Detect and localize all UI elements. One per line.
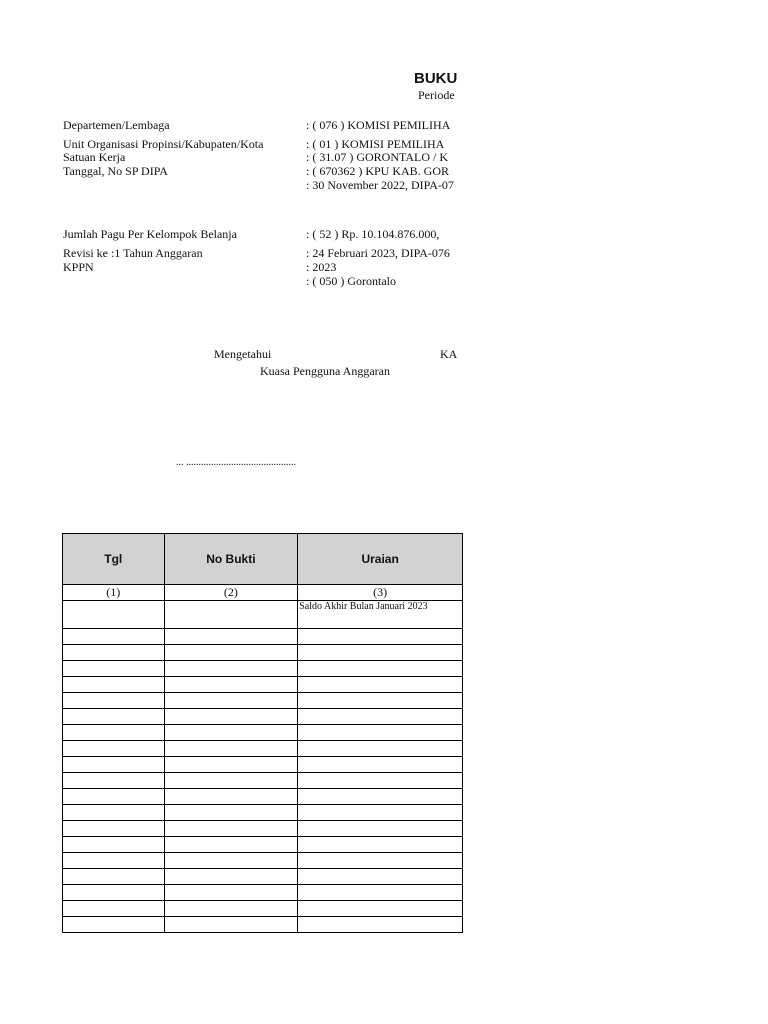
- table-cell: [63, 629, 165, 645]
- table-cell: [164, 885, 298, 901]
- table-cell: [63, 789, 165, 805]
- table-cell: [63, 601, 165, 629]
- table-row: [63, 805, 463, 821]
- table-row: [63, 901, 463, 917]
- header-tgl: Tgl: [63, 534, 165, 585]
- label-unit-organisasi: Unit Organisasi Propinsi/Kabupaten/Kota: [63, 137, 264, 151]
- table-cell: [63, 869, 165, 885]
- table-cell: [63, 661, 165, 677]
- table-cell: [298, 821, 463, 837]
- table-cell: [298, 853, 463, 869]
- label-jumlah-pagu: Jumlah Pagu Per Kelompok Belanja: [63, 227, 237, 241]
- table-cell: [298, 677, 463, 693]
- value-unit-organisasi: : ( 01 ) KOMISI PEMILIHA: [306, 137, 445, 151]
- table-cell: [63, 853, 165, 869]
- table-cell: [63, 773, 165, 789]
- signature-dots: ... ............................................: [176, 457, 296, 468]
- table-row: [63, 789, 463, 805]
- table-cell: [298, 757, 463, 773]
- table-cell: [298, 901, 463, 917]
- label-kppn: KPPN: [63, 260, 94, 274]
- signature-right-label: KA: [440, 347, 458, 361]
- table-cell: [164, 789, 298, 805]
- header-uraian: Uraian: [298, 534, 463, 585]
- table-cell: [63, 757, 165, 773]
- table-cell: [164, 693, 298, 709]
- table-cell: [164, 645, 298, 661]
- table-cell: [298, 741, 463, 757]
- table-header-row: [63, 534, 463, 585]
- column-number: (2): [164, 585, 298, 601]
- table-cell: [298, 917, 463, 933]
- value-dipa-date: : 30 November 2022, DIPA-07: [306, 178, 454, 192]
- value-jumlah-pagu: : ( 52 ) Rp. 10.104.876.000,: [306, 227, 440, 241]
- table-row: [63, 773, 463, 789]
- column-number: (3): [298, 585, 463, 601]
- table-cell: [164, 917, 298, 933]
- table-cell: [164, 601, 298, 629]
- table-cell: [164, 725, 298, 741]
- table-cell: [298, 645, 463, 661]
- kuasa-pengguna-label: Kuasa Pengguna Anggaran: [260, 364, 390, 378]
- table-cell: [63, 693, 165, 709]
- table-row: [63, 869, 463, 885]
- table-cell: [298, 805, 463, 821]
- table-cell: [63, 677, 165, 693]
- value-sp-dipa: : ( 670362 ) KPU KAB. GOR: [306, 164, 450, 178]
- table-cell: [63, 805, 165, 821]
- table-row: [63, 661, 463, 677]
- table-row: [63, 693, 463, 709]
- label-revisi: Revisi ke :1 Tahun Anggaran: [63, 246, 203, 260]
- table-cell: [164, 805, 298, 821]
- table-cell: [164, 869, 298, 885]
- table-cell: [63, 725, 165, 741]
- table-row: [63, 709, 463, 725]
- column-number-row: [63, 585, 463, 601]
- table-row: [63, 885, 463, 901]
- column-number: (1): [63, 585, 165, 601]
- table-cell: [63, 885, 165, 901]
- document-title: BUKU: [414, 70, 458, 87]
- periode-label: Periode: [418, 88, 455, 102]
- value-tahun: : 2023: [306, 260, 337, 274]
- table-cell: [298, 773, 463, 789]
- table-cell: [298, 661, 463, 677]
- table-cell: [164, 661, 298, 677]
- header-no-bukti: No Bukti: [164, 534, 298, 585]
- value-kppn: : ( 050 ) Gorontalo: [306, 274, 396, 288]
- table-cell: [298, 725, 463, 741]
- table-cell: [164, 629, 298, 645]
- table-cell: [63, 901, 165, 917]
- table-row: [63, 677, 463, 693]
- table-cell: [164, 741, 298, 757]
- label-satuan-kerja: Satuan Kerja: [63, 150, 126, 164]
- table-cell: [298, 885, 463, 901]
- table-cell: [298, 837, 463, 853]
- table-cell: [298, 629, 463, 645]
- table-cell: [63, 645, 165, 661]
- table-row: [63, 837, 463, 853]
- table-cell: [164, 709, 298, 725]
- saldo-text: Saldo Akhir Bulan Januari 2023: [299, 601, 428, 612]
- table-cell: [63, 821, 165, 837]
- value-departemen: : ( 076 ) KOMISI PEMILIHA: [306, 118, 451, 132]
- mengetahui-label: Mengetahui: [214, 347, 272, 361]
- table-cell: [63, 741, 165, 757]
- value-revisi: : 24 Februari 2023, DIPA-076: [306, 246, 450, 260]
- table-row: [63, 741, 463, 757]
- value-satuan-kerja: : ( 31.07 ) GORONTALO / K: [306, 150, 449, 164]
- table-cell: [298, 709, 463, 725]
- table-row: [63, 821, 463, 837]
- table-cell: [164, 773, 298, 789]
- table-cell: [164, 837, 298, 853]
- table-row: [63, 601, 463, 629]
- table-row: [63, 725, 463, 741]
- table-cell: [298, 869, 463, 885]
- table-cell: [164, 757, 298, 773]
- table-cell: [63, 917, 165, 933]
- ledger-table: [62, 533, 463, 933]
- table-cell: [164, 853, 298, 869]
- table-row: [63, 853, 463, 869]
- table-cell: [164, 821, 298, 837]
- label-sp-dipa: Tanggal, No SP DIPA: [63, 164, 168, 178]
- table-row: [63, 757, 463, 773]
- table-cell: [63, 837, 165, 853]
- table-cell: [298, 601, 463, 629]
- table-row: [63, 917, 463, 933]
- table-row: [63, 645, 463, 661]
- table-cell: [164, 677, 298, 693]
- label-departemen: Departemen/Lembaga: [63, 118, 170, 132]
- table-cell: [63, 709, 165, 725]
- table-row: [63, 629, 463, 645]
- table-cell: [298, 789, 463, 805]
- table-cell: [164, 901, 298, 917]
- table-cell: [298, 693, 463, 709]
